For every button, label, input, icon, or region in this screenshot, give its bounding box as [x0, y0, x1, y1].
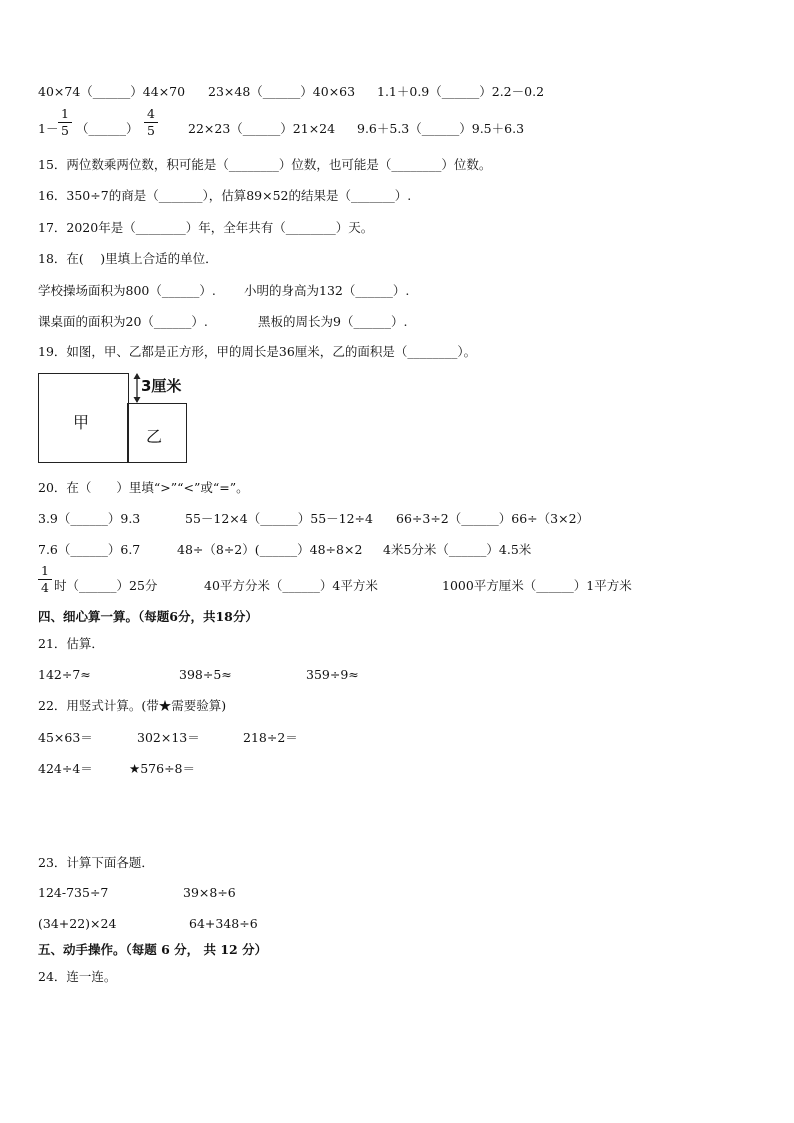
q20-row1-item3: 66÷3÷2（______）66÷（3×2） — [396, 511, 590, 526]
square-b-label: 乙 — [146, 427, 163, 446]
q23-row1-item2: 39×8÷6 — [183, 885, 236, 900]
q22-row2-item1: 424÷4＝ — [38, 761, 93, 776]
square-a-label: 甲 — [73, 413, 90, 432]
section-5-heading: 五、动手操作。（每题 6 分， 共 12 分） — [38, 942, 268, 957]
q20-fraction-1-4 — [38, 564, 52, 595]
q22-row1-item1: 45×63＝ — [38, 730, 93, 745]
q14-row2-blank: （______） — [76, 121, 139, 136]
question-19: 19．如图，甲、乙都是正方形，甲的周长是36厘米，乙的面积是（________）。 — [38, 344, 477, 359]
q22-row2-item2: ★576÷8＝ — [129, 761, 195, 776]
question-23-title: 23．计算下面各题． — [38, 855, 154, 870]
q14-row1-item1: 40×74（______）44×70 — [38, 84, 186, 99]
q23-row1-item1: 124-735÷7 — [38, 885, 109, 900]
q20-row2-item3: 4米5分米（______）4.5米 — [383, 542, 532, 557]
question-21-title: 21．估算． — [38, 636, 104, 651]
question-18-title: 18．在( )里填上合适的单位． — [38, 251, 218, 266]
q21-item3: 359÷9≈ — [306, 667, 359, 682]
q20-row1-item2: 55－12×4（______）55－12÷4 — [185, 511, 373, 526]
question-18-d: 黑板的周长为9（______）. — [258, 314, 408, 329]
question-16: 16．350÷7的商是（_______），估算89×52的结果是（_______）. — [38, 188, 412, 203]
question-15: 15．两位数乘两位数，积可能是（________）位数，也可能是（________）位数。 — [38, 157, 492, 172]
q20-row3-item1: 时（______）25分 — [54, 578, 158, 593]
section-4-heading: 四、细心算一算。（每题6分，共18分） — [38, 609, 258, 624]
fraction-numerator: 1 — [41, 563, 49, 578]
fraction-numerator: 1 — [61, 106, 69, 121]
question-17: 17．2020年是（________）年，全年共有（________）天。 — [38, 220, 374, 235]
q14-row2-item3: 9.6＋5.3（______）9.5＋6.3 — [357, 121, 525, 136]
question-22-title: 22．用竖式计算。(带★需要验算) — [38, 698, 227, 713]
q22-row1-item2: 302×13＝ — [137, 730, 200, 745]
q14-row1-item3: 1.1＋0.9（______）2.2－0.2 — [377, 84, 545, 99]
fraction-denominator: 5 — [147, 123, 155, 138]
q14-row2-prefix: 1－ — [38, 121, 59, 136]
question-24: 24．连一连。 — [38, 969, 117, 984]
q21-item2: 398÷5≈ — [179, 667, 232, 682]
q20-row2-item2: 48÷（8÷2）(______）48÷8×2 — [177, 542, 363, 557]
fraction-denominator: 5 — [61, 123, 69, 138]
q22-row1-item3: 218÷2＝ — [243, 730, 298, 745]
q23-row2-item2: 64+348÷6 — [189, 916, 258, 931]
q20-row3-item3: 1000平方厘米（______）1平方米 — [442, 578, 632, 593]
question-20-title: 20．在（ ）里填“>”“<”或“=”。 — [38, 480, 249, 495]
q20-row1-item1: 3.9（______）9.3 — [38, 511, 141, 526]
q14-fraction-4-5 — [144, 107, 158, 138]
question-18-a: 学校操场面积为800（______）. — [38, 283, 216, 298]
q23-row2-item1: (34+22)×24 — [38, 916, 117, 931]
q20-row2-item1: 7.6（______）6.7 — [38, 542, 141, 557]
fraction-numerator: 4 — [147, 106, 155, 121]
fraction-denominator: 4 — [41, 580, 49, 595]
q14-fraction-1-5 — [58, 107, 72, 138]
q14-row2-item2: 22×23（______）21×24 — [188, 121, 336, 136]
question-18-c: 课桌面的面积为20（______）. — [38, 314, 208, 329]
dimension-label: 3厘米 — [141, 377, 182, 395]
q14-row1-item2: 23×48（______）40×63 — [208, 84, 356, 99]
question-18-b: 小明的身高为132（______）. — [244, 283, 410, 298]
q20-row3-item2: 40平方分米（______）4平方米 — [204, 578, 378, 593]
q21-item1: 142÷7≈ — [38, 667, 91, 682]
